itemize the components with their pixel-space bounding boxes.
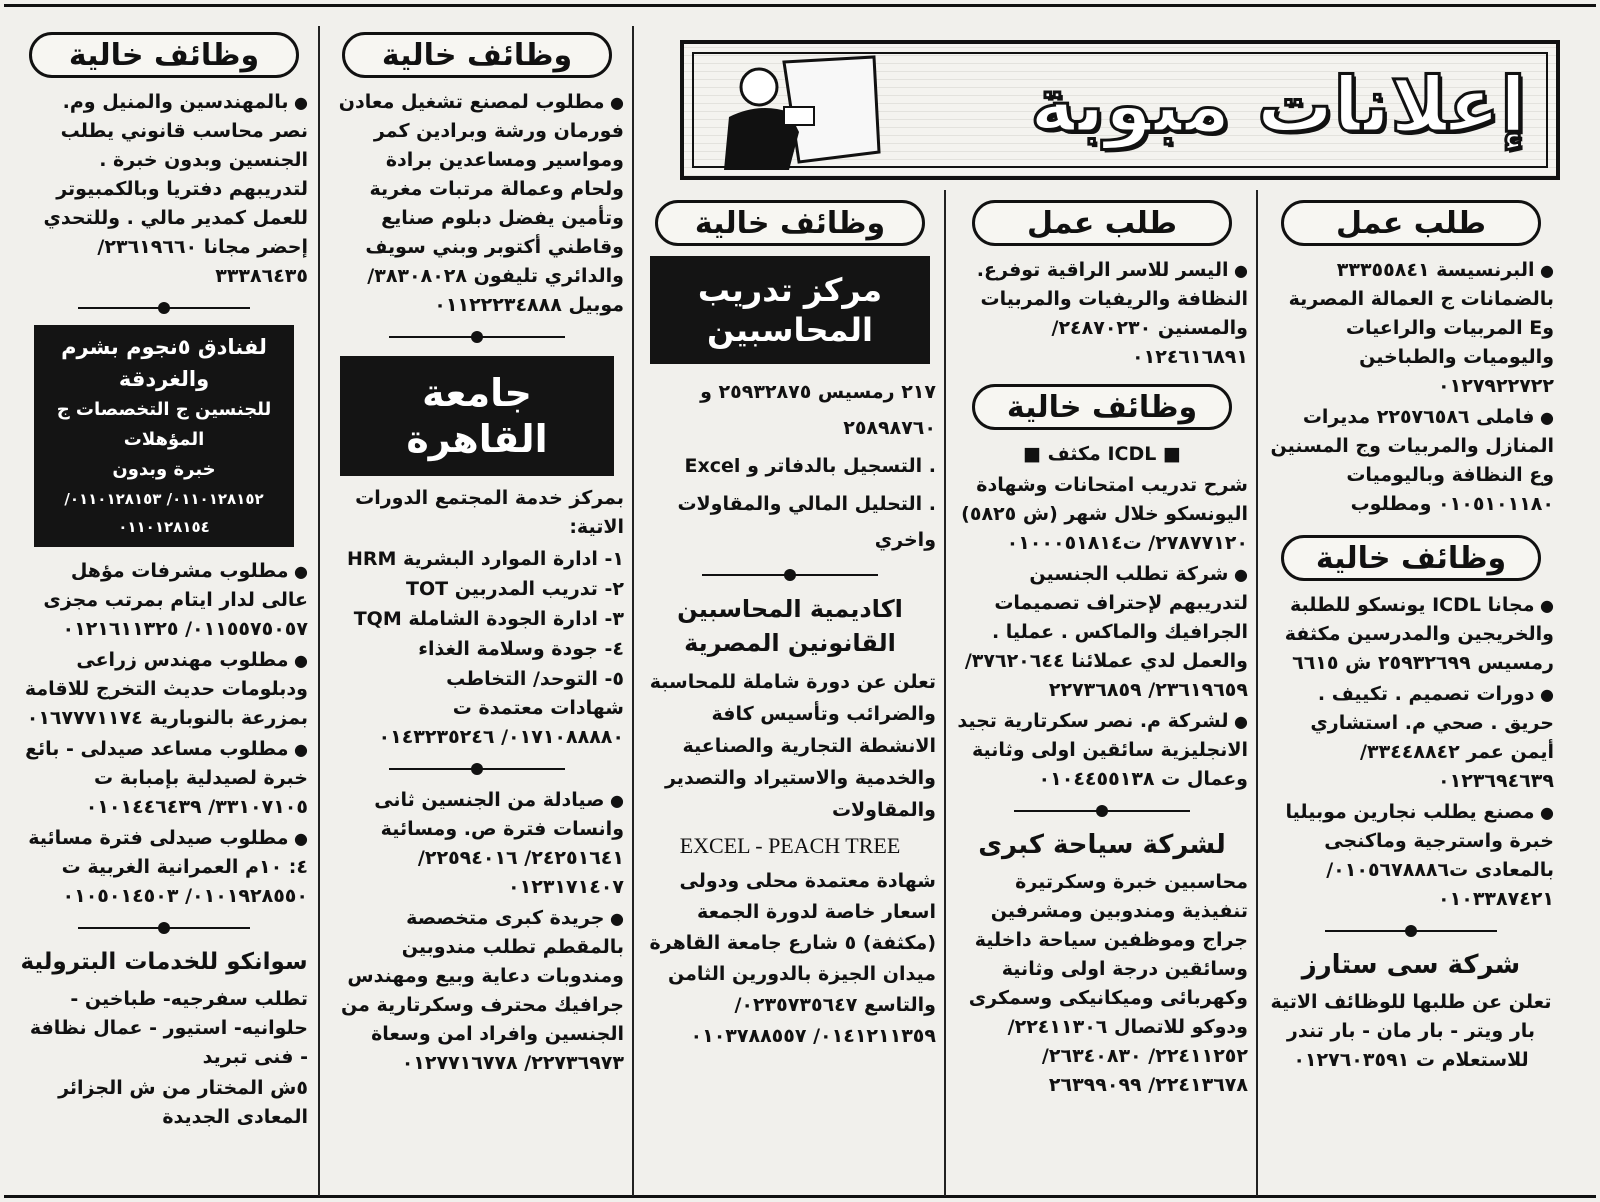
training-center-title: مركز تدريب المحاسبين bbox=[650, 256, 930, 364]
course-item: ١- ادارة الموارد البشرية HRM bbox=[346, 548, 624, 570]
ad-item: ● مطلوب مشرفات مؤهل عالى لدار ايتام بمرتب مجزى ٠١١٥٥٧٥٠٥٧/ ٠١٢١٦١١٣٢٥ bbox=[20, 557, 308, 644]
column-rule bbox=[944, 190, 946, 1196]
course-item: ٣- ادارة الجودة الشاملة TQM bbox=[353, 608, 624, 630]
column-2 bbox=[950, 194, 1254, 1102]
column-rule bbox=[1256, 190, 1258, 1196]
separator bbox=[1325, 920, 1497, 942]
hotels-line: ٠١١٠١٢٨١٥٢/ ٠١١٠١٢٨١٥٣/ ٠١١٠١٢٨١٥٤ bbox=[64, 490, 264, 536]
tourism-text: محاسبين خبرة وسكرتيرة تنفيذية ومندوبين ومشرفين جراج وموظفين سياحة داخلية وسائقين درجة اولى وثانية وكهربائى وميكانيكى وسمكرى ودوكو للاتصال ٢٢٤١١٣٠٦/ ٢٢٤١١٢٥٢/ ٢٦٣٤٠٨٣٠/ ٢٢٤١٣٦٧٨/ ٢٦٣٩٩٠٩٩ bbox=[968, 871, 1248, 1096]
column-rule bbox=[318, 26, 320, 1196]
company-title: شركة سى ستارز bbox=[1301, 950, 1521, 980]
course-item: ٥- التوحد/ التخاطب bbox=[446, 668, 624, 690]
hotels-line: لفنادق ٥نجوم بشرم والغردقة bbox=[61, 335, 267, 391]
academy-title: اكاديمية المحاسبين القانونين المصرية bbox=[677, 595, 903, 657]
company-text: تعلن عن طلبها للوظائف الاتية بار ويتر - بار مان - بار تندر للاستعلام ت ٠١٢٧٦٠٣٥٩١ bbox=[1270, 991, 1552, 1071]
university-end: شهادات معتمدة ت ٠١٧١٠٨٨٨٨٠/ ٠١٤٣٢٣٥٢٤٦ bbox=[378, 697, 624, 748]
tourism-title: لشركة سياحة كبرى bbox=[978, 830, 1226, 860]
column-rule bbox=[632, 26, 634, 1196]
classified-banner bbox=[680, 40, 1560, 180]
sonaco-address: ٥ش المختار من ش الجزائر المعادى الجديدة bbox=[58, 1077, 308, 1128]
vacancies-heading: وظائف خالية bbox=[1281, 535, 1541, 581]
center-line: ٢١٧ رمسيس ٢٥٩٣٢٨٧٥ و ٢٥٨٩٨٧٦٠ bbox=[700, 381, 936, 439]
ad-item: ● فاملى ٢٢٥٧٦٥٨٦ مديرات المنازل والمربيات وج المسنين وع النظافة وباليوميات ٠١٠٥١٠١١٨٠ ومطلوب bbox=[1268, 403, 1554, 519]
person-holding-paper-icon bbox=[704, 52, 904, 172]
ad-item: ● مصنع يطلب نجارين موبيليا خبرة واسترجية وماكنجى بالمعادى ت٠١٠٥٦٧٨٨٨٦/ ٠١٠٣٣٨٧٤٢١ bbox=[1268, 798, 1554, 914]
software-list: EXCEL - PEACH TREE bbox=[679, 833, 901, 858]
ad-item: ● بالمهندسين والمنيل وم. نصر محاسب قانوني يطلب الجنسين وبدون خبرة . لتدريبهم دفتريا وبالكمبيوتر للعمل كمدير مالي . وللتحدي إحضر مجانا ٢٣٦١٩٦٦٠/ ٣٣٣٨٦٤٣٥ bbox=[20, 88, 308, 291]
vacancies-heading: وظائف خالية bbox=[342, 32, 612, 78]
ad-item: ● البرنسيسة ٣٣٣٥٥٨٤١ بالضمانات ج العمالة المصرية وE المربيات والراعيات واليوميات والطباخين ٠١٢٧٩٢٢٧٢٢ bbox=[1268, 256, 1554, 401]
ad-item: ● مطلوب مهندس زراعى ودبلومات حديث التخرج للاقامة بمزرعة بالنوبارية ٠١٦٧٧٧١١٧٤ bbox=[20, 646, 308, 733]
vacancies-heading: وظائف خالية bbox=[29, 32, 299, 78]
ad-item: ● مطلوب لمصنع تشغيل معادن فورمان ورشة وبرادين كمر ومواسير ومساعدين برادة ولحام وعمالة مرتبات مغرية وتأمين يفضل دبلوم صنايع وقاطني أكتوبر وبني سويف والدائري تليفون ٣٨٣٠٨٠٢٨/ موبيل ٠١١٢٢٢٣٤٨٨٨ bbox=[330, 88, 624, 320]
ad-item: ● مجانا ICDL يونسكو للطلبة والخريجين والمدرسين مكثفة رمسيس ٢٥٩٣٢٦٩٩ ش ٦٦١٥ bbox=[1268, 591, 1554, 678]
sonaco-text: تطلب سفرجيه- طباخين - حلوانيه- استيور - عمال نظافة - فنى تبريد bbox=[29, 988, 308, 1068]
academy-text: تعلن عن دورة شاملة للمحاسبة والضرائب وتأسيس كافة الانشطة التجارية والصناعية والخدمية والاستيراد والتصدير والمقاولات bbox=[649, 671, 936, 821]
university-title: جامعة القاهرة bbox=[340, 356, 614, 476]
separator bbox=[389, 758, 565, 780]
job-request-heading: طلب عمل bbox=[1281, 200, 1541, 246]
column-5 bbox=[14, 26, 314, 1134]
center-line: . التسجيل بالدفاتر و Excel bbox=[684, 455, 936, 477]
job-request-heading: طلب عمل bbox=[972, 200, 1232, 246]
column-4 bbox=[324, 26, 630, 1080]
certificate-text: شهادة معتمدة محلى ودولى اسعار خاصة لدورة الجمعة (مكثفة) ٥ شارع جامعة القاهرة ميدان الجيزة بالدورين الثامن والتاسع ٠٢٣٥٧٣٥٦٤٧/ ٠١٤١٢١١٣٥٩/ ٠١٠٣٧٨٨٥٥٧ bbox=[649, 870, 936, 1047]
course-item: ٢- تدريب المدربين TOT bbox=[406, 578, 624, 600]
ad-item: ● مطلوب مساعد صيدلى - بائع خبرة لصيدلية بإمبابة ت ٣٣١٠٧١٠٥/ ٠١٠١٤٤٦٤٣٩ bbox=[20, 735, 308, 822]
icdl-text: شرح تدريب امتحانات وشهادة اليونسكو خلال شهر (ش ٥٨٢٥) ٢٧٨٧٧١٢٠/ ت٠١٠٠٠٥١٨١٤ bbox=[961, 474, 1248, 554]
separator bbox=[1014, 800, 1189, 822]
sonaco-title: سوانكو للخدمات البترولية bbox=[20, 949, 308, 975]
separator bbox=[78, 297, 251, 319]
ad-item: ● جريدة كبرى متخصصة بالمقطم تطلب مندوبين ومندوبات دعاية وبيع ومهندس جرافيك محترف وسكرتارية من الجنسين وافراد امن وسعاة ٢٢٧٣٦٩٧٣/ ٠١٢٧٧١٦٧٧٨ bbox=[330, 904, 624, 1078]
ad-item: ● مطلوب صيدلى فترة مسائية ٤: ١٠م العمرانية الغربية ت ٠١٠١٩٢٨٥٥٠/ ٠١٠٥٠١٤٥٠٣ bbox=[20, 824, 308, 911]
ad-item: ● دورات تصميم . تكييف . حريق . صحي م. استشاري أيمن عمر ٣٣٤٤٨٨٤٢/ ٠١٢٣٦٩٤٦٣٩ bbox=[1268, 680, 1554, 796]
column-3 bbox=[638, 194, 942, 1054]
separator bbox=[78, 917, 251, 939]
hotels-box bbox=[34, 325, 294, 547]
vacancies-heading: وظائف خالية bbox=[655, 200, 925, 246]
ad-item: ● اليسر للاسر الراقية توفرع. النظافة والريفيات والمربيات والمسنين ٢٤٨٧٠٢٣٠/ ٠١٢٤٦١٦٨٩١ bbox=[956, 256, 1248, 372]
ad-item: ● صيادلة من الجنسين ثانى وانسات فترة ص. ومسائية ٢٤٢٥١٦٤١/ ٢٢٥٩٤٠١٦/ ٠١٢٣١٧١٤٠٧ bbox=[330, 786, 624, 902]
vacancies-heading: وظائف خالية bbox=[972, 384, 1232, 430]
ad-item: ● شركة تطلب الجنسين لتدريبهم لإحتراف تصميمات الجرافيك والماكس . عمليا . والعمل لدي عملائنا ٣٧٦٢٠٦٤٤/ ٢٣٦١٩٦٥٩/ ٢٢٧٣٦٨٥٩ bbox=[956, 560, 1248, 705]
separator bbox=[702, 564, 877, 586]
separator bbox=[389, 326, 565, 348]
center-line: . التحليل المالي والمقاولات واخري bbox=[677, 493, 936, 551]
banner-title: إعلانات مبوبة bbox=[1030, 60, 1526, 149]
course-item: ٤- جودة وسلامة الغذاء bbox=[418, 638, 624, 660]
university-intro: بمركز خدمة المجتمع الدورات الاتية: bbox=[355, 487, 624, 538]
ad-item: ● لشركة م. نصر سكرتارية تجيد الانجليزية سائقين اولى وثانية وعمال ت ٠١٠٤٤٥٥١٣٨ bbox=[956, 707, 1248, 794]
icdl-label: ■ ICDL مكثف ■ bbox=[1023, 443, 1181, 465]
hotels-line: خبرة وبدون bbox=[112, 459, 216, 480]
hotels-line: للجنسين ج التخصصات ج المؤهلات bbox=[56, 399, 272, 450]
column-1 bbox=[1262, 194, 1560, 1077]
